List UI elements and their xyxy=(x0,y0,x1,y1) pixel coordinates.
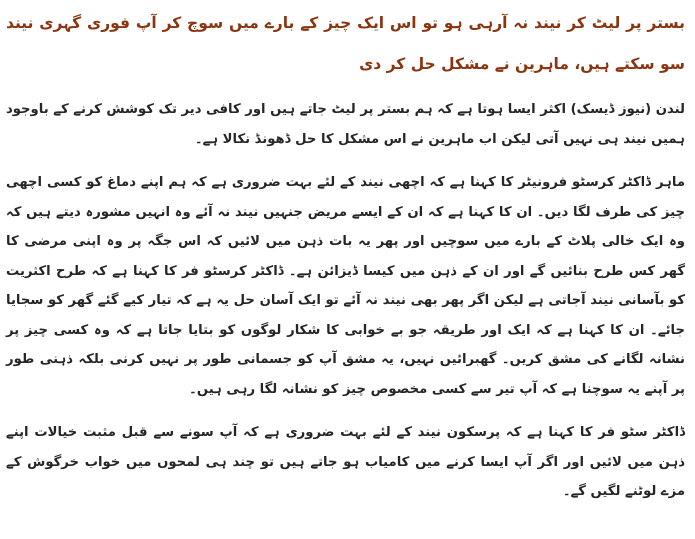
article-paragraph: ماہر ڈاکٹر کرسٹو فرونیٹر کا کہنا ہے کہ اچھی نیند کے لئے بہت ضروری ہے کہ ہم اپنے دماغ کو کسی اچھی چیز کی طرف لگا دیں۔ ان کا کہنا ہے کہ ان کے ایسے مریض جنہیں نیند نہ آئے وہ انہیں مشورہ دیتے ہیں کہ وہ ایک خالی پلاٹ کے بارے میں سوچیں اور پھر یہ بات ذہن میں لائیں کہ اس جگہ پر وہ اپنی مرضی کا گھر کس طرح بنائیں گے اور ان کے ذہن میں کیسا ڈیزائن ہے۔ ڈاکٹر کرسٹو فر کا کہنا ہے کہ طرح اکثریت کو بآسانی نیند آجاتی ہے لیکن اگر پھر بھی نیند نہ آئے تو ایک آسان حل یہ ہے کہ تیار کیے گئے گھر کو سجایا جائے۔ ان کا کہنا ہے کہ ایک اور طریقہ جو بے خوابی کا شکار لوگوں کو بتایا جاتا ہے کہ وہ کسی چیز پر نشانہ لگانے کی مشق کریں۔ گھبرائیں نہیں، یہ مشق آپ کو جسمانی طور پر نہیں کرنی بلکہ ذہنی طور پر آپنے یہ سوچنا ہے کہ آپ تیر سے کسی مخصوص چیز کو نشانہ لگا رہی ہیں۔ xyxy=(6,175,685,397)
article-paragraph: لندن (نیوز ڈیسک) اکثر ایسا ہوتا ہے کہ ہم بستر پر لیٹ جاتے ہیں اور کافی دیر تک کوشش کرنے کے باوجود ہمیں نیند ہی نہیں آتی لیکن اب ماہرین نے اس مشکل کا حل ڈھونڈ نکالا ہے۔ xyxy=(6,102,685,147)
article-headline: بستر پر لیٹ کر نیند نہ آرہی ہو تو اس ایک چیز کے بارے میں سوچ کر آپ فوری گہری نیند سو سکتے ہیں، ماہرین نے مشکل حل کر دی xyxy=(6,14,685,73)
article-paragraph: ڈاکٹر سٹو فر کا کہنا ہے کہ پرسکون نیند کے لئے بہت ضروری ہے کہ آپ سونے سے قبل مثبت خیالات اپنے ذہن میں لائیں اور اگر آپ ایسا کرنے میں کامیاب ہو جاتے ہیں تو چند ہی لمحوں میں خواب خرگوش کے مزے لوٹنے لگیں گے۔ xyxy=(6,425,685,499)
